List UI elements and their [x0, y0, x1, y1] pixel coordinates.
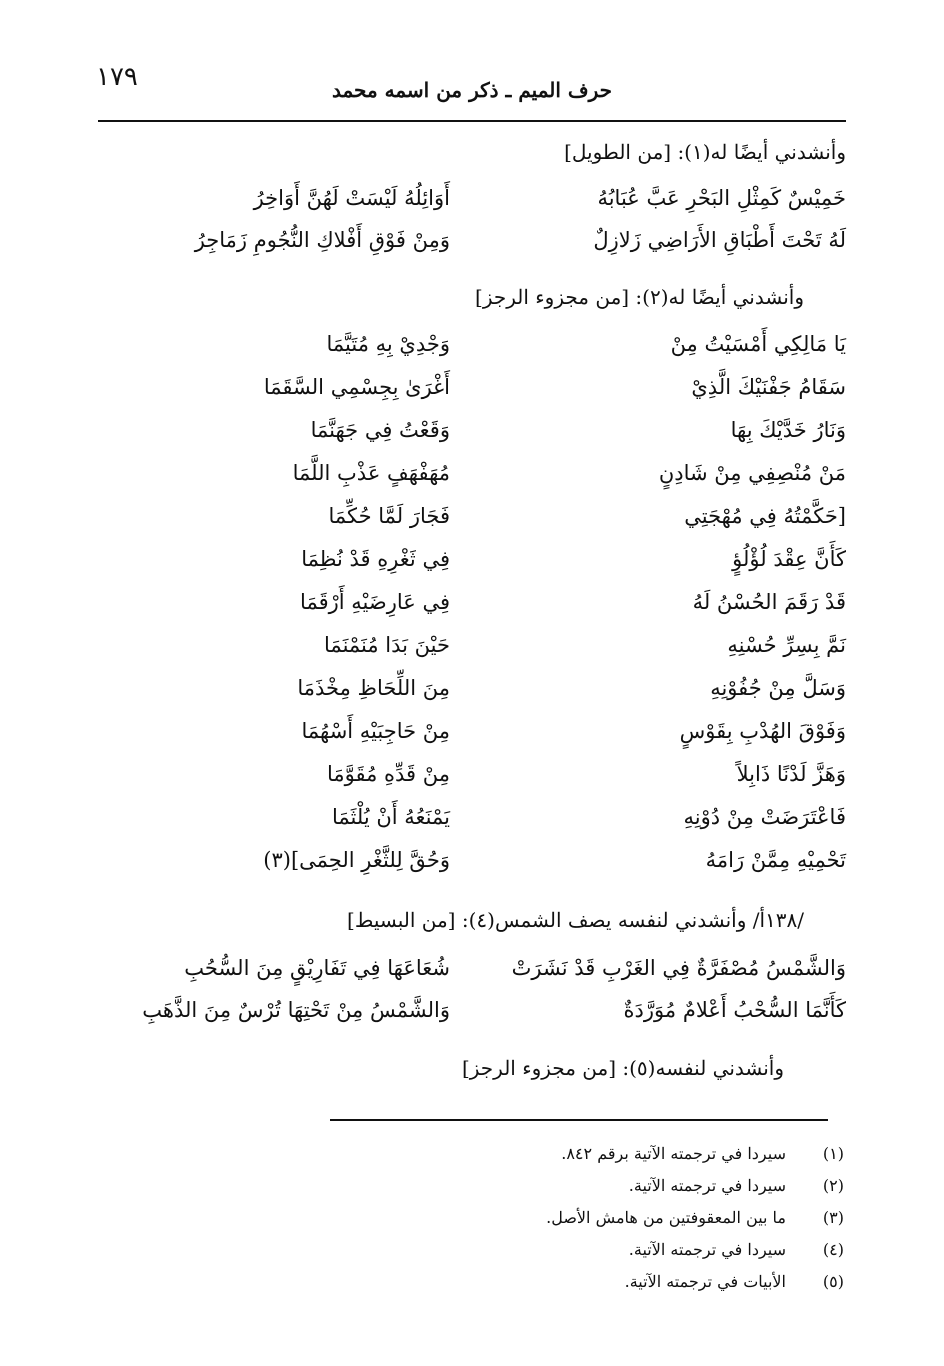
verse-first-hemistich: كَأَنَّ عِقْدَ لُؤْلُؤٍ: [732, 547, 846, 571]
verse-second-hemistich: شُعَاعَهَا فِي تَفَارِيْقٍ مِنَ السُّحُبِ: [184, 956, 450, 980]
verse-second-hemistich: وَحُقَّ لِلثَّغْرِ الحِمَى](٣): [263, 848, 450, 872]
verse-first-hemistich: يَا مَالِكِي أَمْسَيْتُ مِنْ: [670, 332, 846, 356]
verse-first-hemistich: تَحْمِيْهِ مِمَّنْ رَامَهُ: [705, 848, 846, 872]
verse-second-hemistich: وَمِنْ فَوْقِ أَفْلاكِ النُّجُومِ زَمَاجِرُ: [194, 228, 450, 252]
verse-first-hemistich: فَاعْتَرَضَتْ مِنْ دُوْنِهِ: [683, 805, 846, 829]
verse-second-hemistich: مِنَ اللِّحَاظِ مِخْذَمَا: [297, 676, 450, 700]
verse-second-hemistich: فَجَارَ لَمَّا حُكِّمَا: [328, 504, 450, 528]
verse-second-hemistich: وَقَعْتُ فِي جَهَنَّمَا: [310, 418, 450, 442]
poem-intro: /١٣٨أ/ وأنشدني لنفسه يصف الشمس(٤): [من البسيط]: [347, 908, 804, 932]
verse-line: [98, 762, 846, 802]
verse-line: [98, 590, 846, 630]
verse-line: [98, 461, 846, 501]
footnote-rule: [330, 1119, 828, 1121]
verse-line: [98, 375, 846, 415]
verse-line: [98, 504, 846, 544]
footnote: [561, 1144, 844, 1163]
verse-first-hemistich: كَأَنَّمَا السُّحْبُ أَعْلامٌ مُوَرَّدَةٌ: [623, 998, 846, 1022]
verse-first-hemistich: نَمَّ بِسِرِّ حُسْنِهِ: [727, 633, 846, 657]
footnote-text: الأبيات في ترجمته الآتية.: [624, 1272, 786, 1291]
verse-second-hemistich: مِنْ قَدِّهِ مُقَوَّمَا: [326, 762, 450, 786]
footnote-text: سيردا في ترجمته الآتية.: [628, 1240, 786, 1259]
verse-first-hemistich: وَسَلَّ مِنْ جُفُوْنِهِ: [710, 676, 846, 700]
footnote: [629, 1240, 844, 1259]
verse-second-hemistich: فِي عَارِضَيْهِ أَرْقَمَا: [300, 590, 450, 614]
poem-intro: وأنشدني أيضًا له(١): [من الطويل]: [564, 140, 846, 164]
footnote: [629, 1176, 844, 1195]
verse-second-hemistich: وَجْدِيْ بِهِ مُتَيَّمَا: [326, 332, 450, 356]
verse-line: [98, 228, 846, 268]
verse-first-hemistich: قَدْ رَقَمَ الحُسْنُ لَهُ: [692, 590, 846, 614]
verse-first-hemistich: لَهُ تَحْتَ أَطْبَاقِ الأَرَاضِي زَلازِلٌ: [593, 228, 846, 252]
footnote: [625, 1272, 844, 1291]
verse-second-hemistich: حَيْنَ بَدَا مُنَمْنَمَا: [324, 633, 450, 657]
verse-line: [98, 719, 846, 759]
running-title: حرف الميم ـ ذكر من اسمه محمد: [331, 78, 612, 102]
verse-line: [98, 805, 846, 845]
verse-line: [98, 332, 846, 372]
verse-line: [98, 998, 846, 1038]
verse-second-hemistich: وَالشَّمْسُ مِنْ تَحْتِهَا تُرْسٌ مِنَ الذَّهَبِ: [142, 998, 450, 1022]
verse-line: [98, 956, 846, 996]
verse-first-hemistich: وَهَزَّ لَدْنًا ذَابِلاً: [736, 762, 846, 786]
header-rule: [98, 120, 846, 122]
verse-line: [98, 418, 846, 458]
verse-first-hemistich: وَالشَّمْسُ مُصْفَرَّةٌ فِي الغَرْبِ قَدْ نَشَرَتْ: [511, 956, 846, 980]
footnote-number: (٤): [822, 1240, 844, 1259]
verse-second-hemistich: مِنْ حَاجِبَيْهِ أَسْهُمَا: [301, 719, 450, 743]
verse-line: [98, 186, 846, 226]
poem-intro: وأنشدني أيضًا له(٢): [من مجزوء الرجز]: [475, 285, 804, 309]
verse-line: [98, 848, 846, 888]
verse-second-hemistich: أَغْرَىٰ بِجِسْمِي السَّقَمَا: [263, 375, 450, 399]
verse-second-hemistich: مُهَفْهَفٍ عَذْبِ اللَّمَا: [292, 461, 450, 485]
footnote-text: سيردا في ترجمته الآتية برقم ٨٤٢.: [561, 1144, 786, 1163]
poem-intro: وأنشدني لنفسه(٥): [من مجزوء الرجز]: [461, 1056, 784, 1080]
footnote-number: (٥): [822, 1272, 844, 1291]
verse-second-hemistich: فِي ثَغْرِهِ قَدْ نُظِمَا: [301, 547, 450, 571]
footnote-text: سيردا في ترجمته الآتية.: [628, 1176, 786, 1195]
page-number: ١٧٩: [96, 62, 138, 92]
verse-first-hemistich: مَنْ مُنْصِفِي مِنْ شَادِنٍ: [658, 461, 846, 485]
footnote: [546, 1208, 844, 1227]
verse-first-hemistich: وَنَارُ خَدَّيْكَ بِهَا: [730, 418, 846, 442]
verse-second-hemistich: يَمْنَعُهُ أَنْ يُلْثَمَا: [332, 805, 450, 829]
footnote-number: (٢): [822, 1176, 844, 1195]
footnote-number: (٣): [822, 1208, 844, 1227]
verse-first-hemistich: وَفَوْقَ الهُدْبِ بِقَوْسٍ: [679, 719, 846, 743]
verse-first-hemistich: سَقَامُ جَفْنَيْكَ الَّذِيْ: [691, 375, 846, 399]
verse-first-hemistich: خَمِيْسٌ كَمِثْلِ البَحْرِ عَبَّ عُبَابُهُ: [597, 186, 846, 210]
footnote-text: ما بين المعقوفتين من هامش الأصل.: [546, 1208, 786, 1227]
verse-second-hemistich: أَوَائِلُهُ لَيْسَتْ لَهُنَّ أَوَاخِرُ: [253, 186, 450, 210]
verse-line: [98, 547, 846, 587]
verse-line: [98, 633, 846, 673]
footnote-number: (١): [822, 1144, 844, 1163]
verse-line: [98, 676, 846, 716]
verse-first-hemistich: [حَكَّمْتُهُ فِي مُهْجَتِي: [684, 504, 846, 528]
